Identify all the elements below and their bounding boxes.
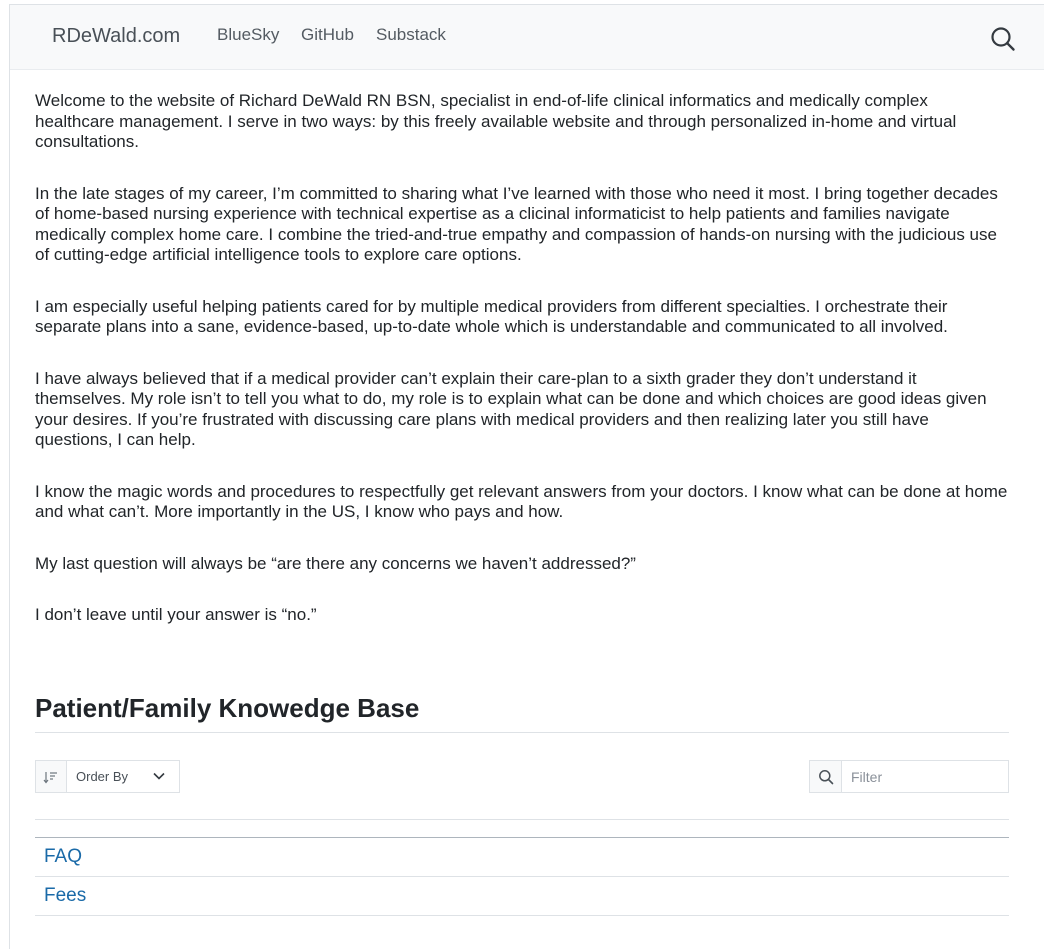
- search-icon: [989, 25, 1017, 53]
- intro-paragraph: I don’t leave until your answer is “no.”: [35, 605, 317, 624]
- order-by-label: Order By: [76, 769, 129, 784]
- intro-paragraph: I am especially useful helping patients cared for by multiple medical providers from different specialties. I orchestrate their separate plans into a sane, evidence-based, up-to-date whole which is understandable and communicated to all involved.: [35, 296, 948, 336]
- intro-paragraph: I know the magic words and procedures to respectfully get relevant answers from your doctors. I know what can be done at home and what can’t. More importantly in the US, I know who pays and how.: [35, 481, 1008, 521]
- filter-control: [809, 760, 1009, 793]
- search-icon: [818, 769, 834, 785]
- title-divider: [35, 732, 1009, 733]
- sort-direction-button[interactable]: [36, 761, 67, 792]
- nav-link-substack[interactable]: Substack: [376, 25, 446, 44]
- nav-link-bluesky[interactable]: BlueSky: [217, 25, 280, 44]
- brand-link[interactable]: RDeWald.com: [52, 25, 181, 47]
- intro-paragraph: I have always believed that if a medical provider can’t explain their care-plan to a sixth grader they don’t understand it themselves. My role isn’t to tell you what to do, my role is to explain what can be done and which choices are good ideas given your desires. If you’re frustrated with discussing care plans with medical providers and then realizing later you still have questions, I can help.: [35, 368, 987, 449]
- filter-search-icon-box: [810, 761, 842, 792]
- list-item-fees-link[interactable]: Fees: [44, 885, 87, 906]
- list-item-faq-link[interactable]: FAQ: [44, 846, 83, 867]
- list-item: [35, 838, 1009, 877]
- list-item: [35, 877, 1009, 916]
- knowledge-base-title: Patient/Family Knowedge Base: [35, 693, 420, 723]
- page-frame: [9, 4, 1044, 949]
- nav-link-github[interactable]: GitHub: [301, 25, 354, 44]
- search-button[interactable]: [989, 25, 1017, 53]
- intro-paragraph: In the late stages of my career, I’m committed to sharing what I’ve learned with those who need it most. I bring together decades of home-based nursing experience with technical expertise as a clicinal informaticist to help patients and families navigate medically complex home care. I combine the tried-and-true empathy and compassion of hands-on nursing with the judicious use of cutting-edge artificial intelligence tools to explore care options.: [35, 183, 998, 264]
- navbar: [10, 5, 1044, 70]
- intro-section: [35, 91, 1010, 657]
- order-by-control: [35, 760, 180, 793]
- order-by-select[interactable]: [67, 761, 179, 792]
- list-divider: [35, 819, 1009, 820]
- filter-input[interactable]: [842, 761, 1008, 792]
- intro-paragraph: My last question will always be “are there any concerns we haven’t addressed?”: [35, 553, 636, 573]
- knowledge-base-list: [35, 837, 1009, 916]
- intro-paragraph: Welcome to the website of Richard DeWald RN BSN, specialist in end-of-life clinical informatics and medically complex healthcare management. I serve in two ways: by this freely available website and through personalized in-home and virtual consultations.: [35, 91, 957, 151]
- sort-icon: [43, 770, 59, 784]
- chevron-down-icon: [153, 771, 165, 781]
